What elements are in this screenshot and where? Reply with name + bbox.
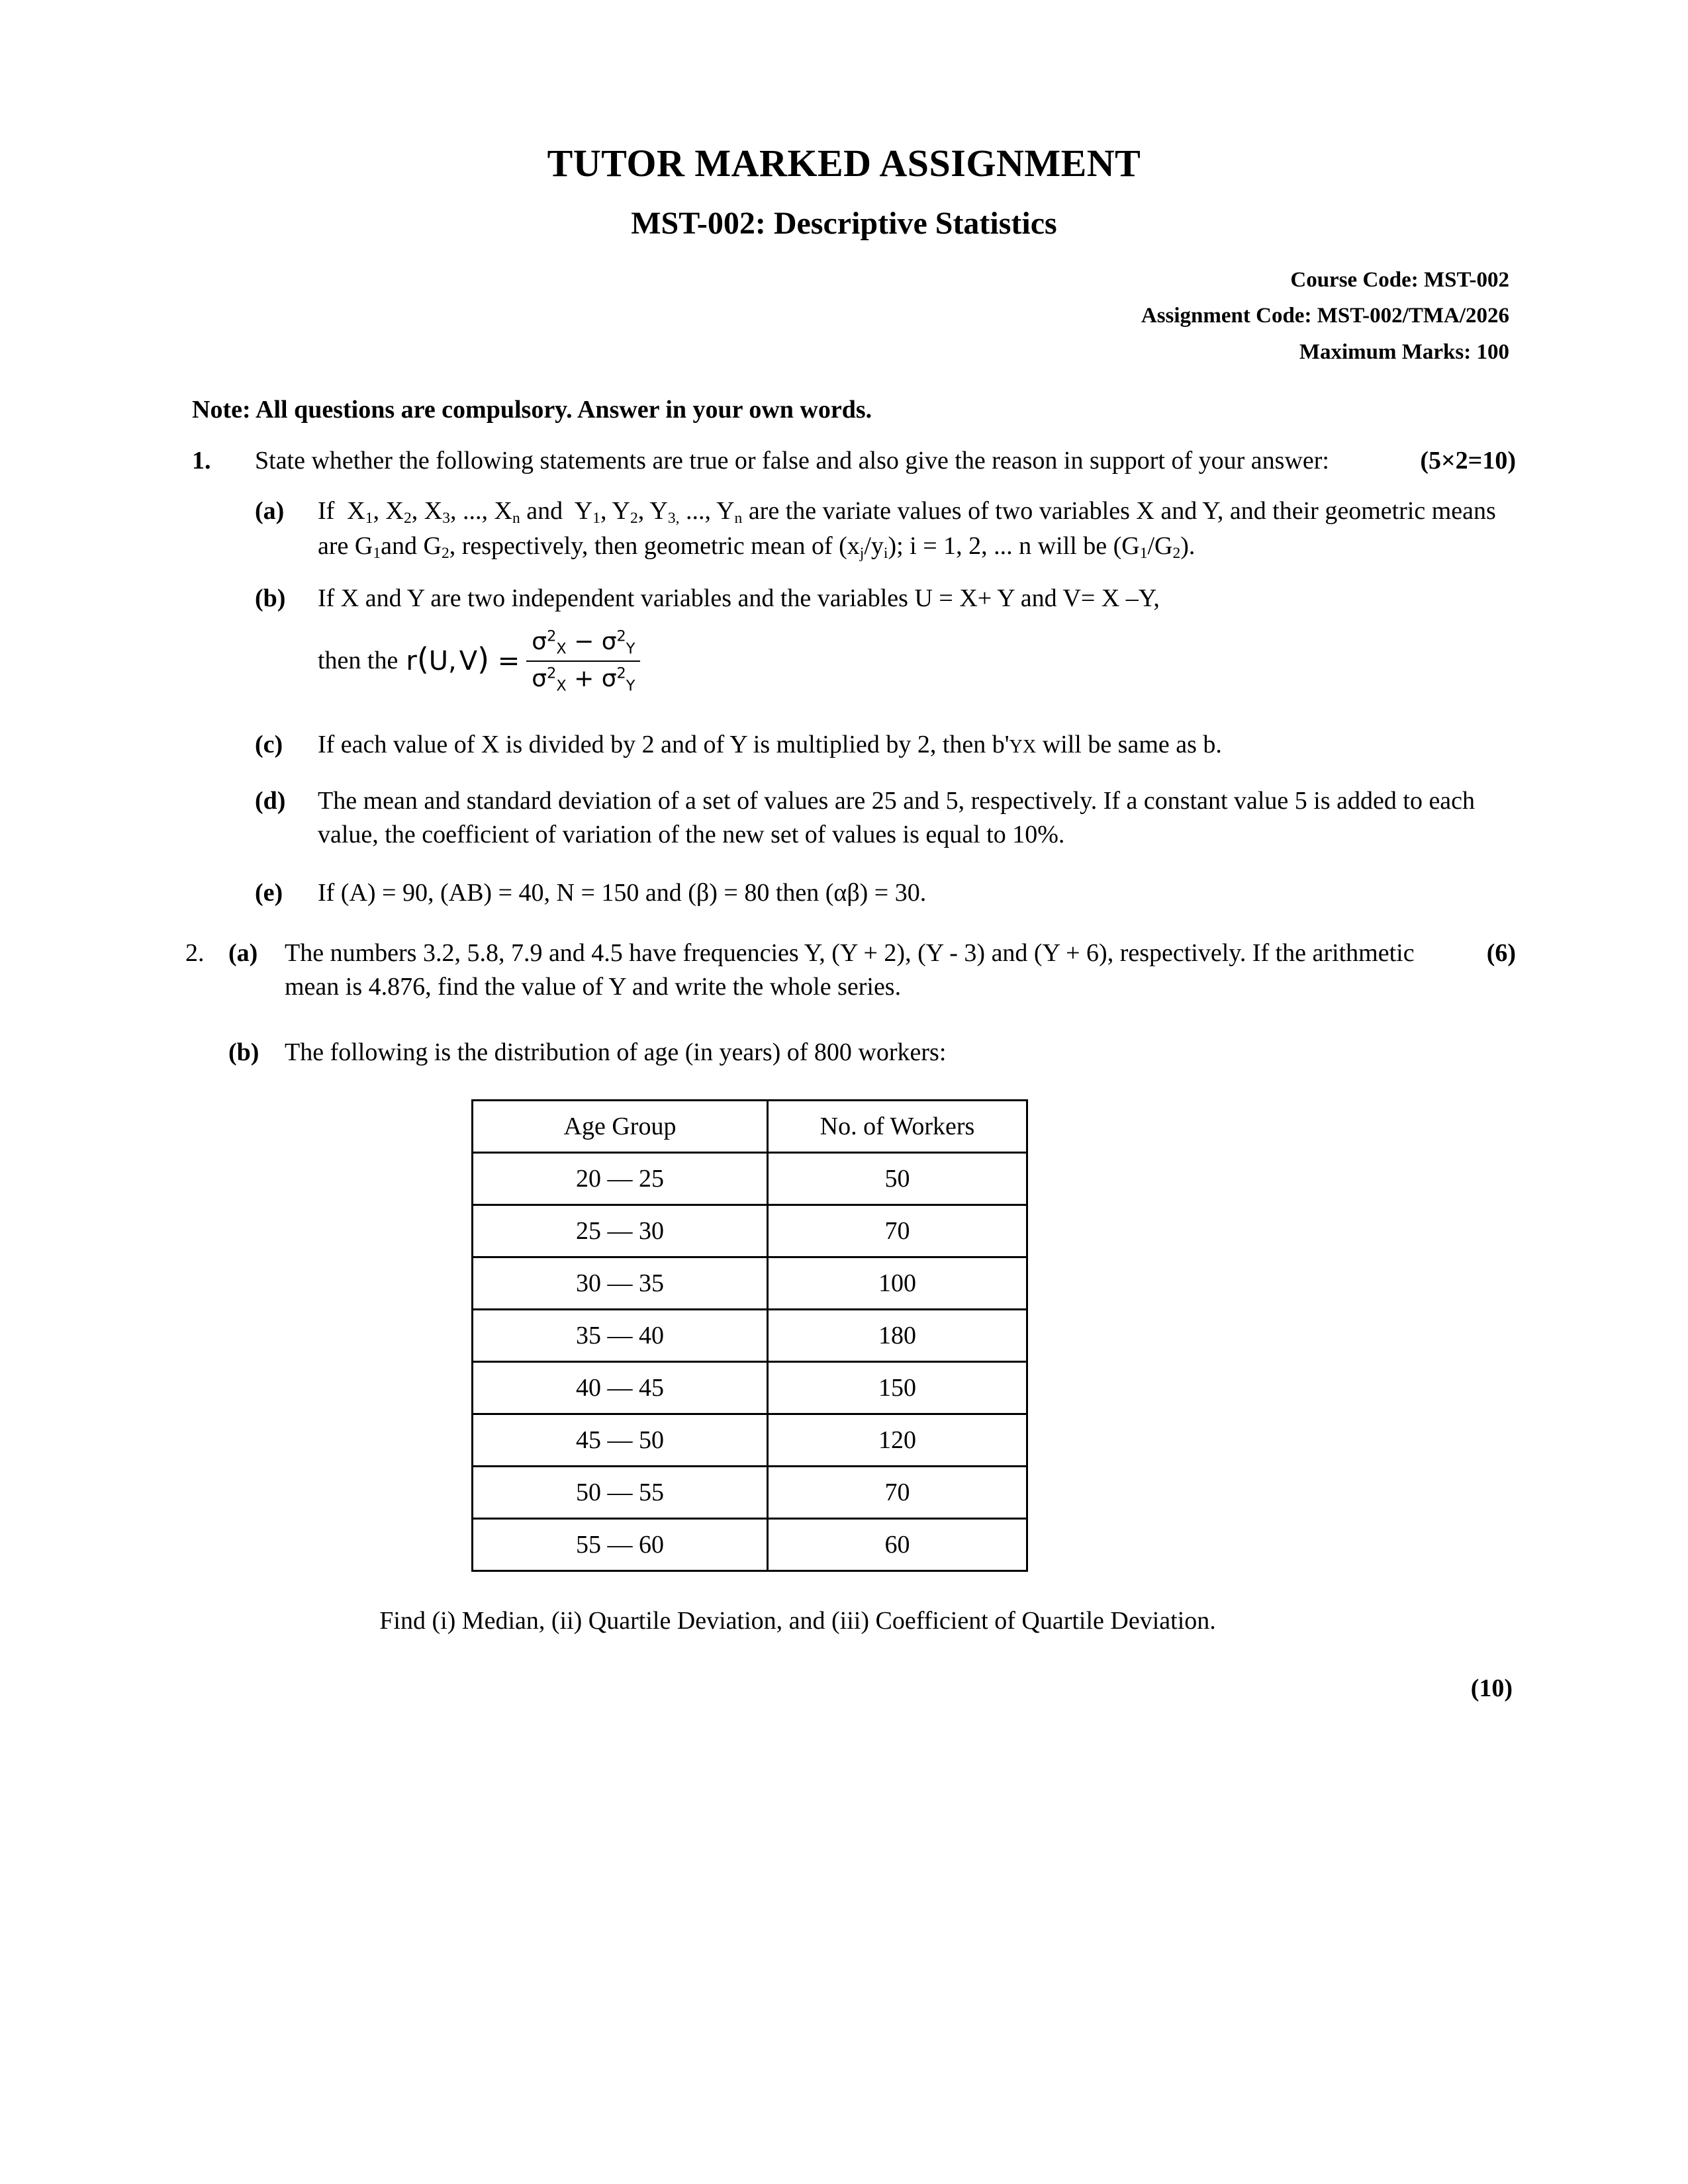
question-1-part-d — [255, 784, 1516, 852]
cell-no-of-workers: 50 — [768, 1152, 1027, 1205]
table-row — [473, 1309, 1027, 1361]
cell-age-group: 30 — 35 — [473, 1257, 768, 1309]
question-1-text: State whether the following statements are true or false and also give the reason in support of your answer: — [255, 446, 1329, 475]
question-2-part-a-marks: (6) — [1486, 938, 1516, 967]
assignment-code: Assignment Code: MST-002/TMA/2026 — [1141, 304, 1509, 328]
column-header-no-of-workers: No. of Workers — [768, 1100, 1027, 1152]
part-c-label: (c) — [255, 730, 283, 758]
find-instruction: Find (i) Median, (ii) Quartile Deviation, and (iii) Coefficient of Quartile Deviation. — [379, 1606, 1216, 1635]
cell-age-group: 35 — 40 — [473, 1309, 768, 1361]
header-meta-block — [0, 240, 1688, 370]
table-row — [473, 1205, 1027, 1257]
cell-no-of-workers: 120 — [768, 1414, 1027, 1466]
question-2-part-b-text: The following is the distribution of age (in years) of 800 workers: — [285, 1038, 947, 1067]
table-body — [473, 1152, 1027, 1570]
question-1-part-b — [255, 582, 1516, 696]
question-1-row — [192, 444, 1516, 478]
cell-no-of-workers: 150 — [768, 1361, 1027, 1414]
question-1-marks: (5×2=10) — [1420, 446, 1516, 475]
part-b-text: If X and Y are two independent variables and the variables U = X+ Y and V= X –Y, — [318, 584, 1160, 612]
part-e-text: If (A) = 90, (AB) = 40, N = 150 and (β) = 80 then (αβ) = 30. — [318, 878, 927, 907]
question-1-parts — [0, 494, 1688, 909]
question-2-part-b-row — [228, 1036, 1516, 1069]
question-2-part-a-body — [285, 936, 1516, 1005]
question-2-part-b — [0, 1036, 1688, 1069]
cell-age-group: 50 — 55 — [473, 1466, 768, 1518]
part-b-formula-line — [318, 626, 1516, 696]
table-row — [473, 1518, 1027, 1570]
cell-age-group: 25 — 30 — [473, 1205, 768, 1257]
table-row — [473, 1257, 1027, 1309]
part-b-body — [318, 582, 1516, 696]
question-2-part-b-label: (b) — [228, 1038, 259, 1067]
formula-denominator: $\sigma^2X + \sigma^2Y$ — [532, 664, 635, 695]
question-2-part-a-text: The numbers 3.2, 5.8, 7.9 and 4.5 have frequencies Y, (Y + 2), (Y - 3) and (Y + 6), respectively. If the arithmetic mean is 4.876, find the value of Y and write the whole series. — [285, 938, 1415, 1001]
cell-age-group: 20 — 25 — [473, 1152, 768, 1205]
cell-no-of-workers: 60 — [768, 1518, 1027, 1570]
question-1-part-e — [255, 876, 1516, 910]
page-title: TUTOR MARKED ASSIGNMENT — [547, 142, 1141, 185]
maximum-marks: Maximum Marks: 100 — [1299, 340, 1509, 364]
part-a-label: (a) — [255, 497, 285, 525]
part-d-label: (d) — [255, 786, 286, 815]
table-row — [473, 1152, 1027, 1205]
part-e-label: (e) — [255, 878, 283, 907]
formula-lhs: r(U, V) = — [406, 641, 520, 677]
question-2 — [0, 936, 1688, 1005]
question-1-part-a — [255, 494, 1516, 564]
question-2-part-a-row — [185, 936, 1516, 1005]
question-1-number: 1. — [192, 446, 211, 475]
table-row — [473, 1466, 1027, 1518]
cell-no-of-workers: 180 — [768, 1309, 1027, 1361]
question-1 — [0, 444, 1688, 478]
table-row — [473, 1414, 1027, 1466]
part-c-text: If each value of X is divided by 2 and of Y is multiplied by 2, then b'YX will be same as b. — [318, 730, 1222, 758]
formula-expression — [406, 626, 640, 696]
distribution-table-wrap — [0, 1099, 1688, 1572]
cell-age-group: 55 — 60 — [473, 1518, 768, 1570]
part-d-text: The mean and standard deviation of a set of values are 25 and 5, respectively. If a constant value 5 is added to each value, the coefficient of variation of the new set of values is equal to 10%. — [318, 786, 1476, 849]
part-a-text: If $X_1$, $X_2$, $X_3$, ..., $X_n$ and $Y_1$, $Y_2$, $Y_{3,}$ ..., $Y_n$ are the variate values of two variables X and Y, and their geometric means are $G_1and$ $G_2$, respectively, then geometric mean of $(x_j/y_i)$; i = 1, 2, ... n will be $(G_1/G_2)$. — [318, 497, 1496, 562]
question-1-body — [255, 444, 1516, 478]
age-distribution-table — [471, 1099, 1028, 1572]
formula-numerator: $\sigma^2X - \sigma^2Y$ — [526, 626, 640, 662]
note-text: Note: All questions are compulsory. Answer in your own words. — [192, 396, 872, 424]
part-b-label: (b) — [255, 584, 286, 612]
cell-no-of-workers: 70 — [768, 1205, 1027, 1257]
column-header-age-group: Age Group — [473, 1100, 768, 1152]
table-row — [473, 1361, 1027, 1414]
formula-lead-text: then the — [318, 647, 399, 675]
formula-fraction — [526, 626, 640, 696]
cell-no-of-workers: 100 — [768, 1257, 1027, 1309]
course-code: Course Code: MST-002 — [1290, 268, 1509, 292]
cell-age-group: 40 — 45 — [473, 1361, 768, 1414]
question-1-part-c — [255, 728, 1516, 762]
page-subtitle: MST-002: Descriptive Statistics — [631, 206, 1057, 241]
question-2-part-b-marks: (10) — [1470, 1674, 1513, 1702]
question-2-part-a-label: (a) — [228, 938, 258, 967]
table-header-row — [473, 1100, 1027, 1152]
cell-no-of-workers: 70 — [768, 1466, 1027, 1518]
cell-age-group: 45 — 50 — [473, 1414, 768, 1466]
question-2-number: 2. — [185, 938, 205, 967]
